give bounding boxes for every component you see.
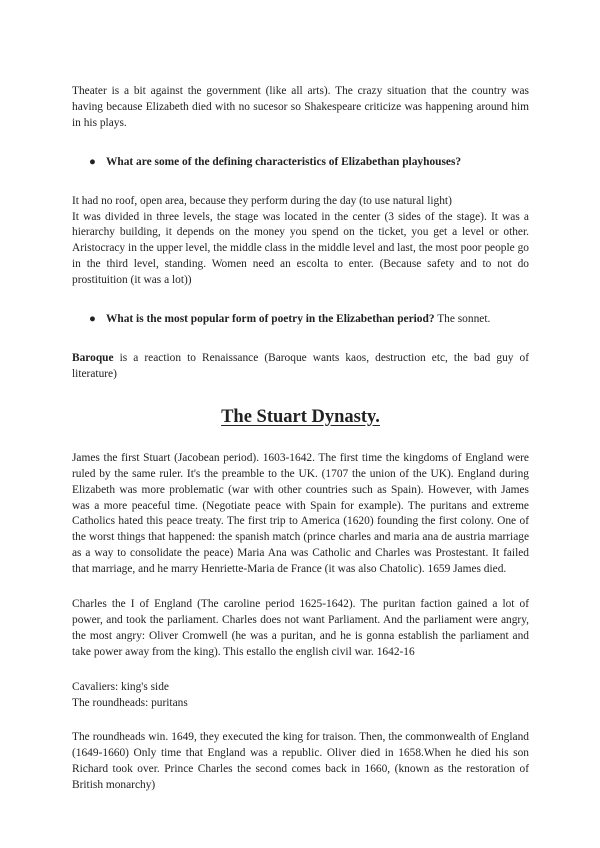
answer-poetry-text: The sonnet.	[434, 313, 491, 326]
bullet-icon: ●	[89, 313, 96, 326]
question-poetry	[72, 312, 529, 328]
paragraph-theater: Theater is a bit against the government (like all arts). The crazy situation that the country was having because Elizabeth died with no sucesor so Shakespeare criticize was happening around him in his plays.	[72, 85, 529, 129]
paragraph-baroque	[72, 351, 529, 383]
section-title: The Stuart Dynasty.	[221, 406, 380, 427]
question-poetry-text: What is the most popular form of poetry in the Elizabethan period?	[106, 313, 435, 326]
baroque-definition: is a reaction to Renaissance (Baroque wants kaos, destruction etc, the bad guy of literature)	[72, 351, 529, 380]
line-cavaliers: Cavaliers: king's side	[72, 680, 169, 693]
baroque-term: Baroque	[72, 351, 114, 364]
line-roundheads: The roundheads: puritans	[72, 696, 188, 709]
question-playhouses-text: What are some of the defining characteristics of Elizabethan playhouses?	[106, 155, 462, 168]
answer-playhouses-line1: It had no roof, open area, because they perform during the day (to use natural light)	[72, 194, 452, 207]
question-playhouses	[72, 155, 529, 171]
bullet-icon: ●	[89, 155, 96, 168]
document-page	[72, 84, 529, 794]
paragraph-commonwealth: The roundheads win. 1649, they executed the king for traison. Then, the commonwealth of England (1649-1660) Only time that England was a republic. Oliver died in 1658.When he died his son Richard took over. Prince Charles the second comes back in 1660, (known as the restoration of British monarchy)	[72, 731, 529, 792]
paragraph-james: James the first Stuart (Jacobean period). 1603-1642. The first time the kingdoms of England were ruled by the same ruler. It's the preamble to the UK. (1707 the union of the UK). England during Elizabeth was more problematic (war with other countries such as Spain). However, with James was a more peaceful time. (Negotiate peace with Spain for example). The puritans and extreme Catholics hated this peace treaty. The first trip to America (1620) founding the first colony. One of the worst things that happened: the spanish match (prince charles and maria ana de austria marriage as a way to consolidate the peace) Maria Ana was Catholic and Charles was Prostestant. It failed that marriage, and he marry Henriette-Maria de France (it was also Chatolic). 1659 James died.	[72, 451, 529, 576]
paragraph-charles: Charles the I of England (The caroline period 1625-1642). The puritan faction gained a lot of power, and took the parliament. Charles does not want Parliament. And the parliament were angry, the most angry: Oliver Cromwell (he was a puritan, and he is gonna establish the parliament and take power away from the king). This estallo the english civil war. 1642-16	[72, 598, 529, 658]
answer-playhouses-line2: It was divided in three levels, the stage was located in the center (3 sides of the stage). It was a hierarchy building, it depends on the money you spend on the ticket, you get a level or other. Aristocracy in the upper level, the middle class in the middle level and last, the most poor people go in the third level, standing. Women need an escolta to enter. (Because safety and to not do prostituition (it was a lot))	[72, 210, 529, 287]
